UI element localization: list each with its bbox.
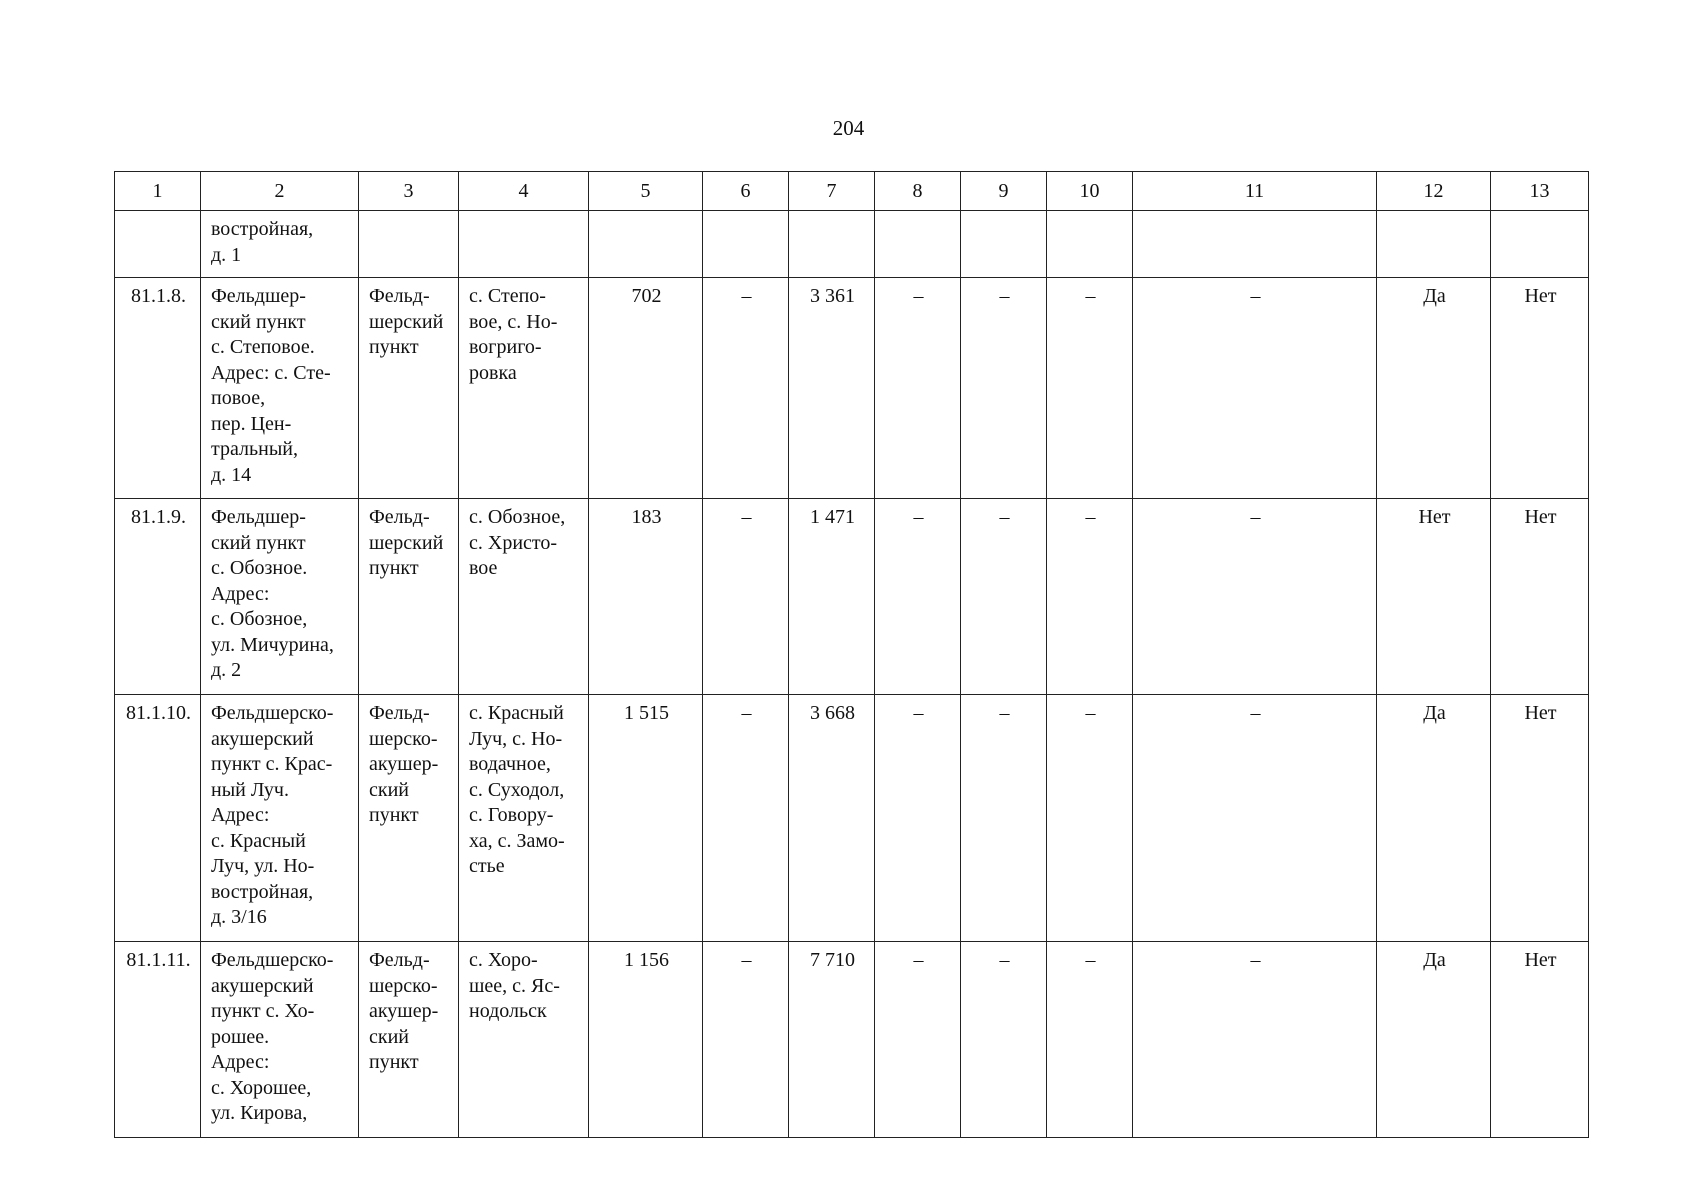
cell-c13: Нет: [1491, 942, 1589, 1138]
table-row: [115, 695, 1589, 942]
column-header-8: 8: [875, 172, 961, 211]
column-header-1: 1: [115, 172, 201, 211]
cell-line: Адрес:: [211, 804, 270, 826]
cell-line: с. Суходол,: [469, 778, 565, 801]
cell-line: пункт: [369, 1051, 419, 1073]
table-body: [115, 211, 1589, 1138]
cell-line: вое: [469, 557, 498, 579]
cell-type: [359, 942, 459, 1138]
cell-type: [359, 211, 459, 278]
cell-line: пункт: [369, 557, 419, 579]
cell-name: [201, 211, 359, 278]
cell-settlements: [459, 499, 589, 695]
cell-line: вое, с. Но-: [469, 310, 558, 333]
cell-line: ский: [369, 778, 409, 801]
cell-c11: –: [1133, 942, 1377, 1138]
cell-line: водачное,: [469, 753, 551, 775]
cell-line: ный Луч.: [211, 778, 289, 801]
cell-type: [359, 499, 459, 695]
cell-c13: [1491, 211, 1589, 278]
cell-c12: Нет: [1377, 499, 1491, 695]
page-number: 204: [832, 116, 865, 140]
cell-line: ул. Кирова,: [211, 1102, 308, 1124]
cell-line: шерско-: [369, 727, 438, 750]
cell-c8: –: [875, 278, 961, 499]
row-number-cell: 81.1.11.: [115, 942, 201, 1138]
cell-c10: –: [1047, 499, 1133, 695]
cell-line: ровка: [469, 361, 517, 384]
cell-line: ский пункт: [211, 310, 306, 333]
cell-c9: –: [961, 278, 1047, 499]
cell-line: с. Хоро-: [469, 949, 538, 971]
cell-c5: 1 515: [589, 695, 703, 942]
cell-line: с. Христо-: [469, 531, 558, 554]
cell-c6: –: [703, 278, 789, 499]
cell-line: д. 2: [211, 659, 242, 681]
table-row: [115, 278, 1589, 499]
cell-c5: [589, 211, 703, 278]
cell-c7: 3 361: [789, 278, 875, 499]
cell-c6: –: [703, 695, 789, 942]
cell-line: пункт: [369, 336, 419, 358]
cell-type: [359, 695, 459, 942]
data-table: [114, 171, 1589, 1138]
cell-line: Адрес:: [211, 582, 270, 605]
cell-name: [201, 695, 359, 942]
cell-c7: 1 471: [789, 499, 875, 695]
cell-name: [201, 278, 359, 499]
cell-line: ул. Мичурина,: [211, 633, 334, 656]
cell-name: [201, 499, 359, 695]
cell-line: ха, с. Замо-: [469, 829, 565, 852]
cell-c6: –: [703, 942, 789, 1138]
cell-c12: Да: [1377, 278, 1491, 499]
cell-line: нодольск: [469, 1000, 547, 1022]
cell-line: д. 14: [211, 463, 252, 486]
cell-c6: –: [703, 499, 789, 695]
cell-c5: 1 156: [589, 942, 703, 1138]
cell-line: акушерский: [211, 727, 314, 750]
cell-line: с. Обозное,: [211, 608, 308, 630]
cell-line: шерский: [369, 310, 444, 333]
table-row: [115, 211, 1589, 278]
cell-c10: –: [1047, 278, 1133, 499]
column-header-13: 13: [1491, 172, 1589, 211]
cell-c6: [703, 211, 789, 278]
cell-c5: 702: [589, 278, 703, 499]
cell-line: пункт с. Хо-: [211, 1000, 315, 1022]
cell-c9: –: [961, 499, 1047, 695]
cell-c8: [875, 211, 961, 278]
cell-line: пункт с. Крас-: [211, 753, 333, 775]
cell-line: акушерский: [211, 974, 314, 997]
cell-line: стье: [469, 855, 505, 877]
cell-c8: –: [875, 499, 961, 695]
row-number-cell: [115, 211, 201, 278]
column-header-3: 3: [359, 172, 459, 211]
cell-c10: [1047, 211, 1133, 278]
cell-line: рошее.: [211, 1025, 270, 1048]
column-header-6: 6: [703, 172, 789, 211]
cell-type: [359, 278, 459, 499]
cell-c12: Да: [1377, 942, 1491, 1138]
column-header-5: 5: [589, 172, 703, 211]
cell-line: Фельдшер-: [211, 285, 306, 307]
row-number-cell: 81.1.10.: [115, 695, 201, 942]
cell-line: с. Красный: [211, 829, 306, 852]
column-header-2: 2: [201, 172, 359, 211]
cell-settlements: [459, 695, 589, 942]
cell-c8: –: [875, 942, 961, 1138]
row-number-cell: 81.1.9.: [115, 499, 201, 695]
cell-line: Фельд-: [369, 506, 430, 528]
cell-c8: –: [875, 695, 961, 942]
cell-line: ский пункт: [211, 531, 306, 554]
cell-c13: Нет: [1491, 278, 1589, 499]
cell-line: ский: [369, 1025, 409, 1048]
cell-c11: –: [1133, 499, 1377, 695]
cell-line: Фельдшерско-: [211, 949, 334, 971]
cell-line: с. Говору-: [469, 804, 554, 826]
cell-c9: –: [961, 942, 1047, 1138]
cell-line: востройная,: [211, 218, 314, 240]
cell-line: Фельд-: [369, 285, 430, 307]
cell-line: тральный,: [211, 438, 298, 460]
cell-line: Луч, ул. Но-: [211, 855, 315, 877]
cell-c13: Нет: [1491, 499, 1589, 695]
cell-c12: [1377, 211, 1491, 278]
cell-line: шее, с. Яс-: [469, 974, 560, 997]
cell-line: с. Степо-: [469, 285, 546, 307]
cell-name: [201, 942, 359, 1138]
cell-line: повое,: [211, 387, 266, 409]
cell-line: Адрес:: [211, 1051, 270, 1073]
cell-line: акушер-: [369, 1000, 439, 1022]
cell-line: вогриго-: [469, 336, 542, 358]
cell-settlements: [459, 278, 589, 499]
cell-c7: [789, 211, 875, 278]
cell-line: шерско-: [369, 974, 438, 997]
cell-c5: 183: [589, 499, 703, 695]
cell-c7: 7 710: [789, 942, 875, 1138]
cell-c9: [961, 211, 1047, 278]
cell-line: Адрес: с. Сте-: [211, 361, 331, 384]
cell-line: пункт: [369, 804, 419, 826]
cell-line: пер. Цен-: [211, 412, 292, 435]
column-header-7: 7: [789, 172, 875, 211]
cell-settlements: [459, 942, 589, 1138]
column-header-12: 12: [1377, 172, 1491, 211]
cell-line: Фельдшер-: [211, 506, 306, 528]
cell-c12: Да: [1377, 695, 1491, 942]
header-row: [115, 172, 1589, 211]
cell-c10: –: [1047, 695, 1133, 942]
cell-line: Фельд-: [369, 702, 430, 724]
column-header-9: 9: [961, 172, 1047, 211]
cell-c7: 3 668: [789, 695, 875, 942]
cell-line: с. Красный: [469, 702, 564, 724]
cell-line: д. 3/16: [211, 906, 267, 928]
cell-line: востройная,: [211, 880, 314, 903]
cell-c9: –: [961, 695, 1047, 942]
cell-line: с. Степовое.: [211, 336, 315, 358]
cell-line: Луч, с. Но-: [469, 727, 563, 750]
cell-line: с. Обозное.: [211, 557, 308, 579]
cell-c11: –: [1133, 278, 1377, 499]
cell-line: с. Обозное,: [469, 506, 566, 528]
cell-line: акушер-: [369, 753, 439, 775]
cell-c13: Нет: [1491, 695, 1589, 942]
cell-settlements: [459, 211, 589, 278]
column-header-10: 10: [1047, 172, 1133, 211]
cell-line: шерский: [369, 531, 444, 554]
table-row: [115, 942, 1589, 1138]
cell-line: Фельдшерско-: [211, 702, 334, 724]
cell-line: Фельд-: [369, 949, 430, 971]
cell-c11: –: [1133, 695, 1377, 942]
column-header-11: 11: [1133, 172, 1377, 211]
cell-c10: –: [1047, 942, 1133, 1138]
cell-line: д. 1: [211, 243, 242, 266]
cell-c11: [1133, 211, 1377, 278]
row-number-cell: 81.1.8.: [115, 278, 201, 499]
column-header-4: 4: [459, 172, 589, 211]
cell-line: с. Хорошее,: [211, 1076, 312, 1099]
table-row: [115, 499, 1589, 695]
